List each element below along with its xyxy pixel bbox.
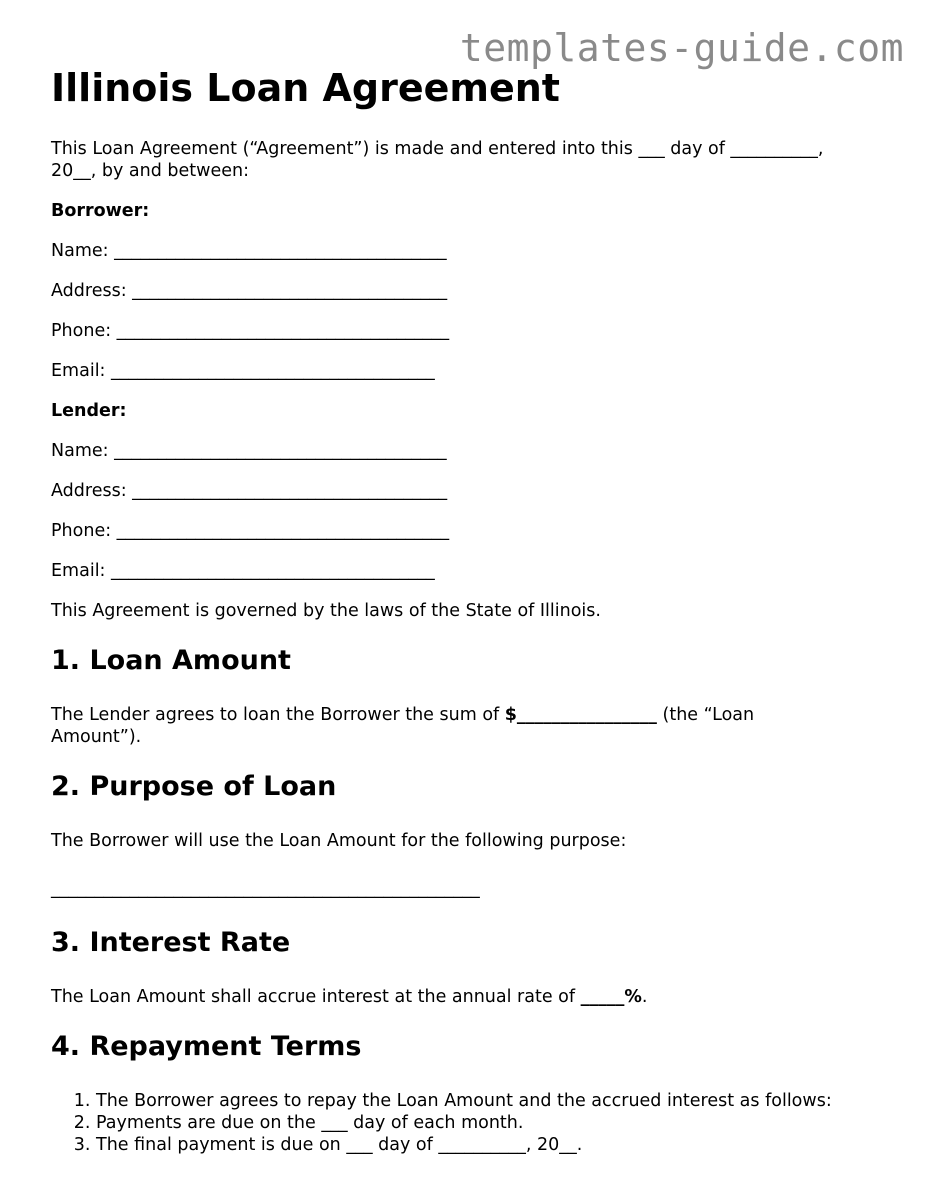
document-title: Illinois Loan Agreement — [51, 66, 560, 110]
loan-amount-text: The Lender agrees to loan the Borrower the sum of — [51, 705, 505, 725]
lender-phone-field: Phone: ______________________________________ — [51, 521, 450, 541]
list-item: 2. Payments are due on the ___ day of each month. — [96, 1112, 881, 1134]
repayment-list — [51, 1090, 881, 1156]
list-item: 1. The Borrower agrees to repay the Loan Amount and the accrued interest as follows: — [96, 1090, 881, 1112]
interest-paragraph — [51, 986, 881, 1008]
borrower-email-field: Email: _____________________________________ — [51, 361, 435, 381]
document-page — [51, 64, 881, 1156]
governing-law: This Agreement is governed by the laws of the State of Illinois. — [51, 601, 601, 621]
borrower-phone-field: Phone: ______________________________________ — [51, 321, 450, 341]
interest-text-after: . — [641, 987, 648, 1007]
section-heading-interest: 3. Interest Rate — [51, 927, 291, 958]
lender-heading: Lender: — [51, 401, 127, 421]
watermark-text: templates-guide.com — [459, 26, 904, 70]
loan-amount-text-after: (the “Loan — [656, 705, 755, 725]
intro-line-2: 20__, by and between: — [51, 161, 249, 181]
interest-text: The Loan Amount shall accrue interest at the annual rate of — [51, 987, 581, 1007]
interest-rate-blank: _____% — [580, 987, 642, 1007]
borrower-heading: Borrower: — [51, 201, 150, 221]
section-heading-purpose: 2. Purpose of Loan — [51, 771, 337, 802]
intro-line-1: This Loan Agreement (“Agreement”) is made and entered into this ___ day of __________, — [51, 139, 824, 159]
list-item: 3. The final payment is due on ___ day of __________, 20__. — [96, 1134, 881, 1156]
purpose-text: The Borrower will use the Loan Amount for the following purpose: — [51, 831, 627, 851]
lender-email-field: Email: _____________________________________ — [51, 561, 435, 581]
loan-amount-paragraph — [51, 704, 881, 748]
lender-address-field: Address: ____________________________________ — [51, 481, 448, 501]
borrower-name-field: Name: ______________________________________ — [51, 241, 447, 261]
section-heading-repayment: 4. Repayment Terms — [51, 1031, 362, 1062]
section-heading-loan-amount: 1. Loan Amount — [51, 645, 291, 676]
purpose-blank: _________________________________________________ — [51, 879, 480, 899]
loan-amount-blank: $________________ — [504, 705, 657, 725]
loan-amount-line-2: Amount”). — [51, 727, 142, 747]
borrower-address-field: Address: ____________________________________ — [51, 281, 448, 301]
lender-name-field: Name: ______________________________________ — [51, 441, 447, 461]
intro-paragraph — [51, 138, 881, 182]
